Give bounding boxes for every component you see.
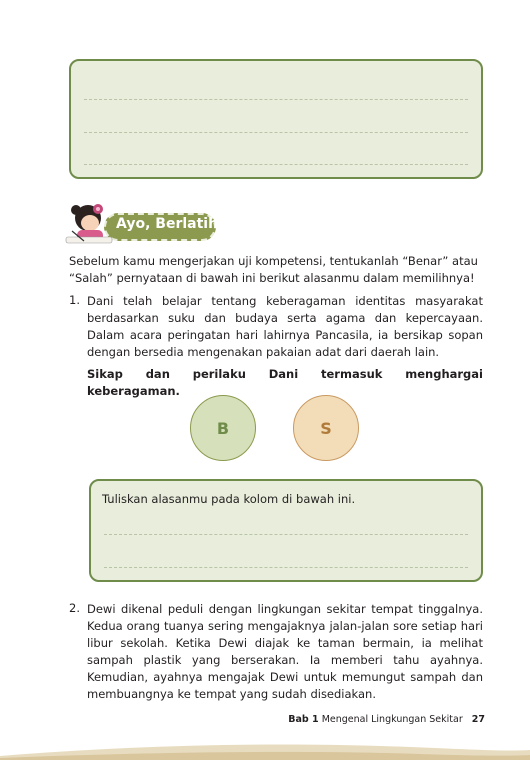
- item-1-statement: Sikap dan perilaku Dani termasuk menghargai keberagaman.: [87, 367, 483, 398]
- option-salah-button[interactable]: [293, 395, 359, 461]
- item-2-text: Dewi dikenal peduli dengan lingkungan sekitar tempat tinggalnya. Kedua orang tuanya sering mengajaknya jalan-jalan sore setiap hari libur sekolah. Ketika Dewi diajak ke taman bermain, ia melihat sampah plastik yang berserakan. Ia memberi tahu ayahnya. Kemudian, ayahnya mengajak Dewi untuk memungut sampah dan membuangnya ke tempat yang sudah disediakan.: [87, 602, 483, 701]
- answer-line: [84, 99, 468, 100]
- reason-answer-box[interactable]: [89, 479, 483, 582]
- item-1-text: Dani telah belajar tentang keberagaman identitas masyarakat berdasarkan suku dan budaya serta agama dan kepercayaan. Dalam acara peringatan hari lahirnya Pancasila, ia bersikap sopan dengan bersedia mengenakan pakaian adat dari daerah lain.: [87, 294, 483, 359]
- option-benar-button[interactable]: [190, 395, 256, 461]
- section-banner: [64, 203, 224, 247]
- page-footer: [288, 714, 485, 725]
- chapter-label: Bab 1: [288, 714, 319, 725]
- answer-box-top[interactable]: [69, 59, 483, 179]
- item-number: 2.: [69, 601, 80, 615]
- reason-label: Tuliskan alasanmu pada kolom di bawah ini.: [102, 492, 356, 506]
- answer-line: [84, 132, 468, 133]
- footer-wave-decoration: [0, 738, 530, 760]
- option-b-label: B: [216, 418, 230, 438]
- intro-text: Sebelum kamu mengerjakan uji kompetensi, tentukanlah “Benar” atau “Salah” pernyataan di bawah ini berikut alasanmu dalam memilihnya!: [69, 254, 478, 285]
- chapter-title: Mengenal Lingkungan Sekitar: [321, 714, 463, 725]
- answer-line: [84, 164, 468, 165]
- page-number: 27: [471, 714, 485, 725]
- option-s-label: S: [320, 418, 332, 438]
- banner-title: Ayo, Berlatih: [116, 216, 219, 232]
- answer-line: [104, 567, 468, 568]
- girl-writing-illustration-icon: [64, 203, 114, 247]
- item-number: 1.: [69, 293, 80, 307]
- answer-line: [104, 534, 468, 535]
